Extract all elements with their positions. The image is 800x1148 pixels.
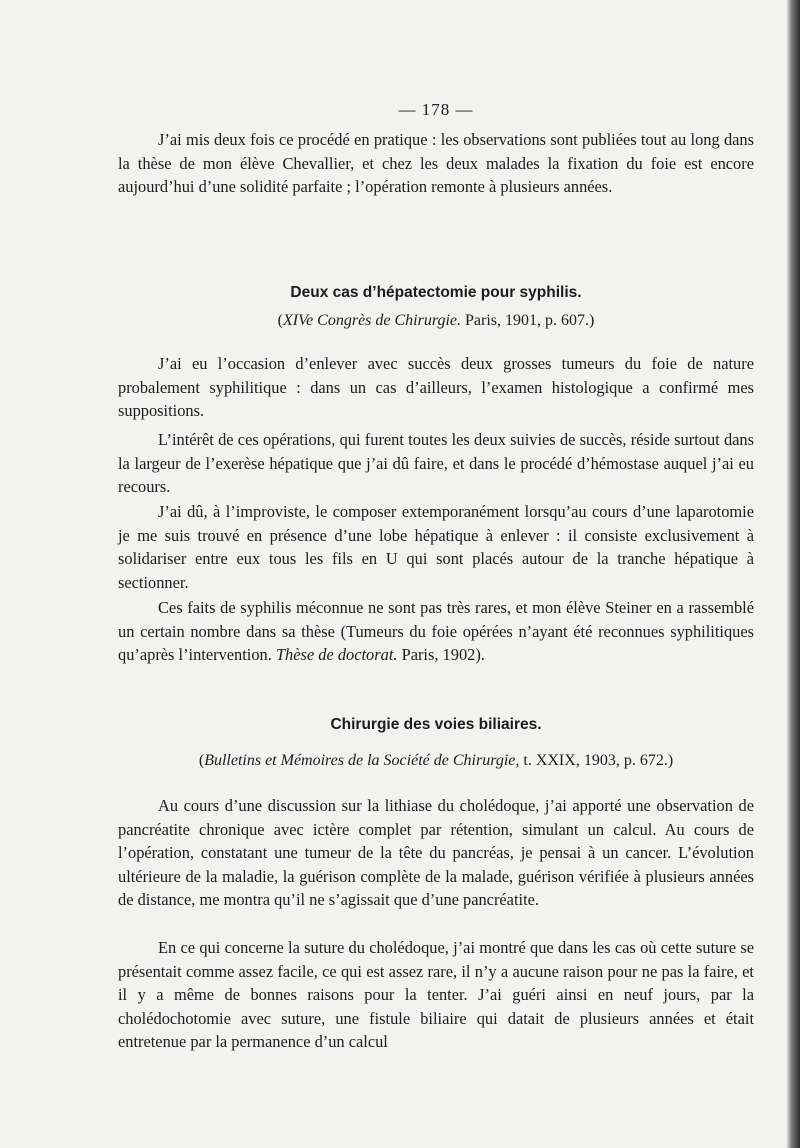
citation-source-title: XIVe Congrès de Chirurgie. xyxy=(282,312,462,329)
paragraph-syphilis-meconnue xyxy=(118,596,754,667)
paragraph-pancreatite: Au cours d’une discussion sur la lithiase du cholédoque, j’ai apporté une observation de pancréatite chronique avec ictère complet par rétention, simulant un calcul. Au cours de l’opération, constatant une tumeur de la tête du pancréas, je pensai à un cancer. L’évolution ultérieure de la maladie, la guérison complète de la malade, guérison vérifiée à plusieurs années de distance, me montra qu’il ne s’agissait que d’une pancréatite. xyxy=(118,796,754,910)
intro-paragraph: J’ai mis deux fois ce procédé en pratique : les observations sont publiées tout au long dans la thèse de mon élève Chevallier, et chez les deux malades la fixation du foie est encore aujourd’hui d’une solidité parfaite ; l’opération remonte à plusieurs années. xyxy=(118,130,754,197)
page-edge-shadow xyxy=(786,0,800,1148)
section-heading-voies-biliaires: Chirurgie des voies biliaires. xyxy=(330,716,542,733)
citation-bulletins-societe xyxy=(118,752,754,770)
citation-details: Paris, 1901, p. 607.) xyxy=(461,312,595,329)
section-heading-hepatectomie: Deux cas d’hépatectomie pour syphilis. xyxy=(290,284,582,301)
citation-congres-chirurgie xyxy=(118,312,754,330)
paragraph-tumeurs-foie: J’ai eu l’occasion d’enlever avec succès deux grosses tumeurs du foie de nature probalement syphilitique : dans un cas d’ailleurs, l’examen histologique a confirmé mes suppositions. xyxy=(118,354,754,421)
page-number: — 178 — xyxy=(398,100,474,119)
citation-details: t. XXIX, 1903, p. 672.) xyxy=(519,752,674,769)
paragraph-suture-choledoque: En ce qui concerne la suture du cholédoque, j’ai montré que dans les cas où cette suture se présentait comme assez facile, ce qui est assez rare, il n’y a aucune raison pour ne pas la faire, et il y a même de bonnes raisons pour la tenter. J’ai guéri ainsi en neuf jours, par la cholédochotomie avec suture, une fistule biliaire qui datait de plusieurs années et était entretenue par la permanence d’un calcul xyxy=(118,938,754,1052)
paragraph-syphilis-end: Paris, 1902). xyxy=(397,645,485,665)
these-doctorat-title: Thèse de doctorat. xyxy=(275,645,398,665)
citation-open-paren: ( xyxy=(198,752,205,769)
citation-source-title: Bulletins et Mémoires de la Société de Chirurgie, xyxy=(204,752,520,769)
citation-open-paren: ( xyxy=(277,312,283,329)
paragraph-syphilis-text: Ces faits de syphilis méconnue ne sont pas très rares, et mon élève Steiner en a rassemblé un certain nombre dans sa thèse (Tumeurs du foie opérées n’ayant été reconnues syphilitiques qu’après l’intervention. xyxy=(118,598,754,665)
paragraph-procede-hemostase: J’ai dû, à l’improviste, le composer extemporanément lorsqu’au cours d’une laparotomie je me suis trouvé en présence d’une lobe hépatique à enlever : il consiste exclusivement à solidariser entre eux tous les fils en U qui sont placés autour de la tranche hépatique à sectionner. xyxy=(118,502,754,592)
paragraph-interet-operations: L’intérêt de ces opérations, qui furent toutes les deux suivies de succès, réside surtout dans la largeur de l’exerèse hépatique que j’ai dû faire, et dans le procédé d’hémostase auquel j’ai eu recours. xyxy=(118,430,754,497)
